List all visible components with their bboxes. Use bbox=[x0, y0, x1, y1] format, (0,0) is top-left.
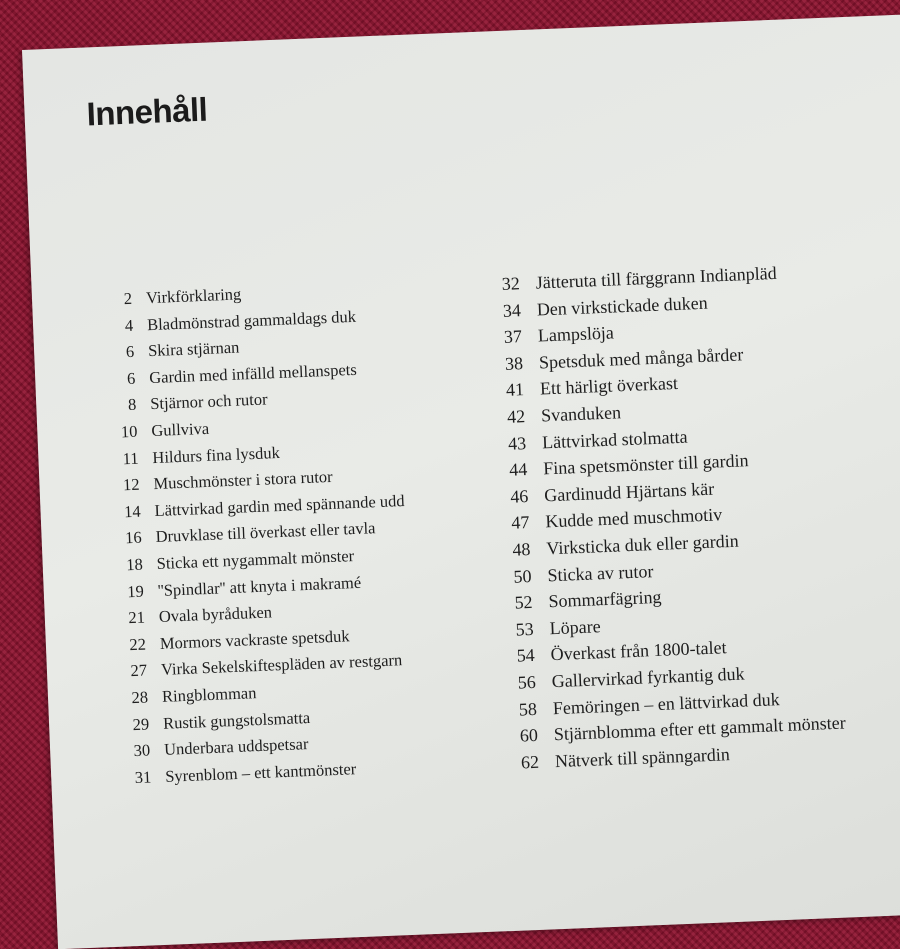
toc-entry-title: Lättvirkad stolmatta bbox=[541, 426, 688, 452]
toc-entry-title: Lättvirkad gardin med spännande udd bbox=[154, 490, 405, 520]
toc-entry-title: Virksticka duk eller gardin bbox=[546, 530, 740, 559]
toc-page-number: 52 bbox=[514, 592, 533, 613]
toc-page-number: 29 bbox=[132, 713, 150, 734]
toc-entry-title: Gardin med infälld mellanspets bbox=[148, 359, 358, 387]
toc-page-number: 6 bbox=[125, 341, 135, 362]
toc-page-number: 10 bbox=[120, 421, 138, 442]
toc-entry-title: Skira stjärnan bbox=[147, 337, 240, 361]
toc-page-number: 53 bbox=[515, 618, 535, 640]
toc-page-number: 21 bbox=[127, 607, 146, 628]
toc-page-number: 44 bbox=[508, 459, 528, 480]
toc-entry-title: Svanduken bbox=[540, 402, 622, 426]
toc-entry-title: Fina spetsmönster till gardin bbox=[542, 450, 749, 479]
toc-page-number: 48 bbox=[512, 538, 531, 560]
toc-entry-title: Sommarfägring bbox=[548, 586, 662, 612]
toc-entry-title: Den virkstickade duken bbox=[536, 292, 709, 320]
toc-entry-title: Femöringen – en lättvirkad duk bbox=[552, 688, 780, 718]
toc-page-number: 38 bbox=[504, 352, 524, 374]
toc-entry-title: Muschmönster i stora rutor bbox=[153, 467, 333, 494]
toc-page-number: 19 bbox=[126, 581, 145, 601]
toc-page-number: 8 bbox=[127, 395, 137, 415]
toc-entry-title: Underbara uddspetsar bbox=[163, 734, 309, 759]
toc-entry-title: Överkast från 1800-talet bbox=[550, 637, 727, 665]
toc-page-number: 28 bbox=[131, 687, 149, 708]
toc-entry-title: Druvklase till överkast eller tavla bbox=[155, 518, 376, 547]
book-page bbox=[22, 13, 900, 949]
toc-entry-title: Nätverk till spänngardin bbox=[554, 743, 731, 771]
toc-page-number: 56 bbox=[517, 671, 537, 693]
toc-page-number: 37 bbox=[503, 326, 523, 348]
toc-page-number: 22 bbox=[129, 634, 147, 654]
toc-right-column bbox=[473, 261, 847, 780]
toc-page-number: 60 bbox=[519, 724, 539, 746]
toc-entry-title: ''Spindlar'' att knyta i makramé bbox=[157, 572, 362, 600]
toc-entry-title: Ovala byråduken bbox=[158, 602, 273, 627]
toc-page-number: 46 bbox=[509, 485, 529, 507]
toc-entry-title: Gardinudd Hjärtans kär bbox=[543, 478, 715, 506]
toc-page-number: 42 bbox=[506, 406, 526, 427]
toc-page-number: 14 bbox=[123, 501, 141, 522]
toc-page-number: 43 bbox=[507, 432, 527, 454]
toc-page-number: 27 bbox=[130, 660, 148, 681]
toc-entry-title: Kudde med muschmotiv bbox=[544, 504, 723, 532]
toc-page-number: 32 bbox=[501, 273, 521, 294]
toc-page-number: 62 bbox=[520, 751, 540, 773]
toc-entry-title: Löpare bbox=[549, 615, 601, 639]
toc-entry-title: Sticka ett nygammalt mönster bbox=[156, 546, 355, 573]
page-title: Innehåll bbox=[85, 90, 208, 133]
toc-entry-title: Gullviva bbox=[150, 418, 210, 441]
toc-page-number: 54 bbox=[516, 645, 536, 666]
toc-entry-title: Hildurs fina lysduk bbox=[152, 442, 281, 467]
toc-entry-title: Spetsduk med många bårder bbox=[538, 344, 744, 373]
toc-page-number: 4 bbox=[124, 315, 134, 335]
toc-entry-title: Virka Sekelskiftespläden av restgarn bbox=[160, 650, 403, 680]
toc-page-number: 2 bbox=[123, 288, 133, 309]
toc-entry-title: Bladmönstrad gammaldags duk bbox=[146, 306, 357, 334]
toc-left-column bbox=[92, 278, 416, 795]
toc-page-number: 6 bbox=[126, 368, 136, 388]
toc-entry-title: Virkförklaring bbox=[145, 284, 242, 308]
toc-page-number: 18 bbox=[125, 554, 144, 575]
toc-entry-title: Stjärnor och rutor bbox=[149, 389, 268, 414]
toc-entry-title: Syrenblom – ett kantmönster bbox=[164, 758, 357, 786]
toc-entry-title: Gallervirkad fyrkantig duk bbox=[551, 663, 745, 692]
toc-page-number: 16 bbox=[124, 527, 143, 548]
toc-page-number: 31 bbox=[134, 767, 152, 787]
toc-entry-title: Mormors vackraste spetsduk bbox=[159, 626, 350, 653]
toc-entry-title: Ett härligt överkast bbox=[539, 373, 679, 399]
toc-page-number: 41 bbox=[505, 379, 525, 401]
toc-entry-title: Jätteruta till färggrann Indianpläd bbox=[535, 262, 778, 293]
toc-page-number: 50 bbox=[513, 565, 532, 587]
toc-page-number: 11 bbox=[122, 448, 139, 468]
toc-page-number: 34 bbox=[502, 299, 522, 321]
toc-entry-title: Ringblomman bbox=[161, 683, 257, 706]
toc-page-number: 12 bbox=[122, 474, 140, 495]
toc-entry-title: Lampslöja bbox=[537, 322, 615, 346]
toc-page-number: 30 bbox=[133, 740, 151, 761]
toc-entry-title: Stjärnblomma efter ett gammalt mönster bbox=[553, 712, 846, 745]
toc-page-number: 58 bbox=[518, 698, 538, 720]
toc-entry-title: Rustik gungstolsmatta bbox=[162, 707, 311, 733]
toc-page-number: 47 bbox=[510, 512, 530, 534]
toc-entry-title: Sticka av rutor bbox=[547, 560, 654, 585]
